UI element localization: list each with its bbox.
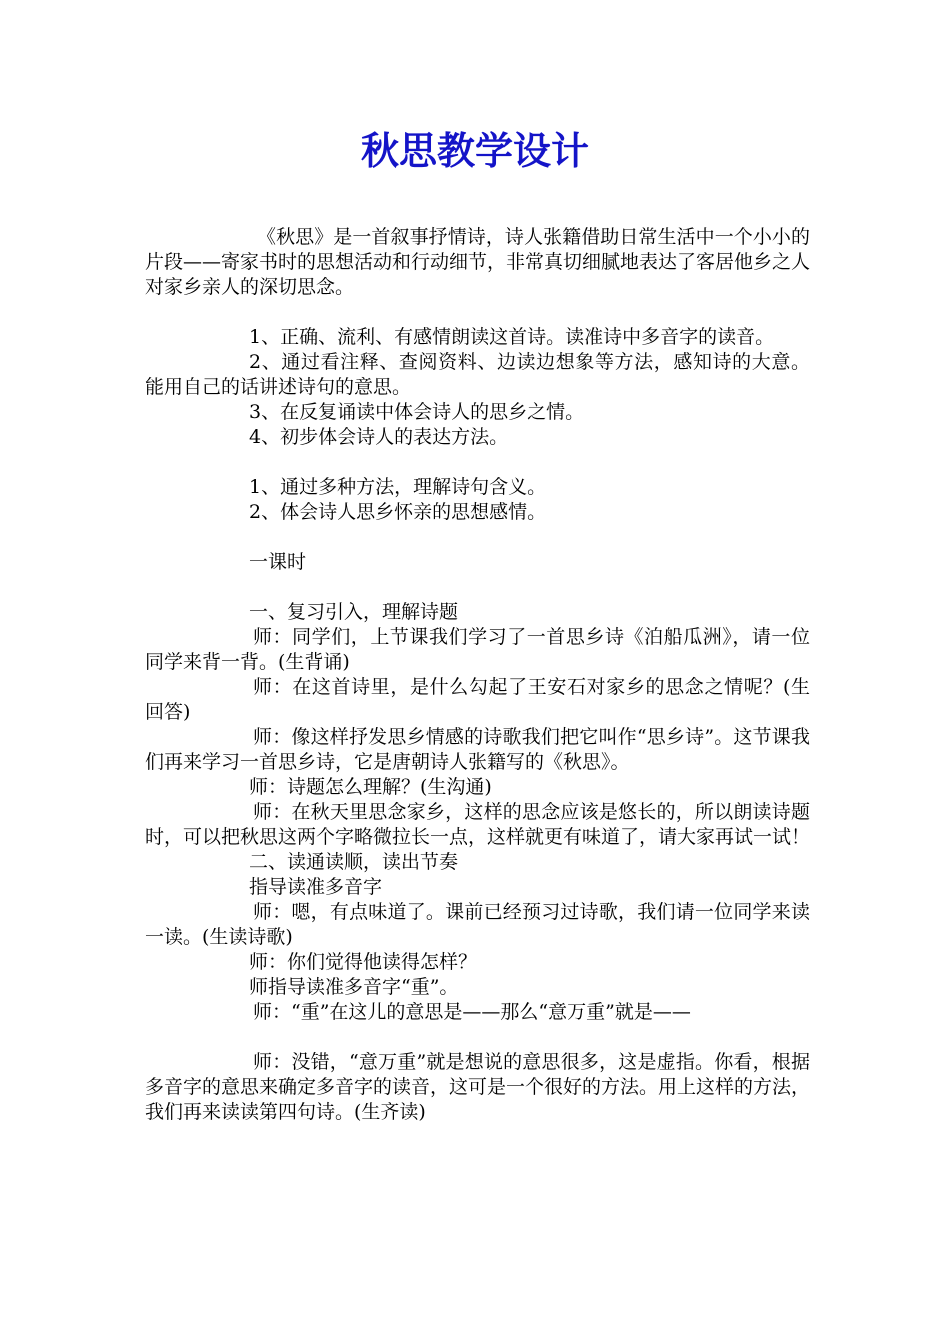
section2-subheading: 指导读准多音字 [249, 876, 383, 898]
section1-paragraph-2: 师：在这首诗里，是什么勾起了王安石对家乡的思念之情呢？(生回答) [145, 676, 810, 723]
section2-paragraph-1: 师：嗯，有点味道了。课前已经预习过诗歌，我们请一位同学来读一读。(生读诗歌) [145, 901, 810, 948]
goal-item-2: 2、通过看注释、查阅资料、边读边想象等方法，感知诗的大意。能用自己的话讲述诗句的意思。 [145, 351, 810, 398]
goal-item-4: 4、初步体会诗人的表达方法。 [249, 426, 509, 448]
section2-paragraph-3: 师指导读准多音字“重”。 [249, 976, 459, 998]
section1-paragraph-1: 师：同学们，上节课我们学习了一首思乡诗《泊船瓜洲》，请一位同学来背一背。(生背诵) [145, 626, 810, 673]
section1-paragraph-5: 师：在秋天里思念家乡，这样的思念应该是悠长的，所以朗读诗题时，可以把秋思这两个字略微拉长一点，这样就更有味道了，请大家再试一试！ [145, 801, 811, 848]
key-point-2: 2、体会诗人思乡怀亲的思想感情。 [249, 501, 547, 523]
spacer [145, 1025, 810, 1050]
section2-paragraph-2: 师：你们觉得他读得怎样？ [249, 951, 478, 973]
spacer [145, 525, 810, 550]
intro-paragraph: 《秋思》是一首叙事抒情诗，诗人张籍借助日常生活中一个小小的片段——寄家书时的思想活动和行动细节，非常真切细腻地表达了客居他乡之人对家乡亲人的深切思念。 [145, 226, 811, 298]
key-point-1: 1、通过多种方法，理解诗句含义。 [249, 476, 547, 498]
section1-paragraph-4: 师：诗题怎么理解？(生沟通) [249, 776, 492, 798]
section1-heading: 一、复习引入，理解诗题 [249, 601, 459, 623]
section2-paragraph-5: 师：没错，“意万重”就是想说的意思很多，这是虚指。你看，根据多音字的意思来确定多音字的读音，这可是一个很好的方法。用上这样的方法，我们再来读读第四句诗。(生齐读) [145, 1051, 811, 1123]
spacer [145, 450, 810, 475]
class-period: 一课时 [249, 551, 307, 573]
goal-item-3: 3、在反复诵读中体会诗人的思乡之情。 [249, 401, 585, 423]
document-title: 秋思教学设计 [360, 128, 589, 173]
section2-paragraph-4: 师：“重”在这儿的意思是——那么“意万重”就是—— [253, 1001, 691, 1023]
goal-item-1: 1、正确、流利、有感情朗读这首诗。读准诗中多音字的读音。 [249, 326, 775, 348]
section1-paragraph-3: 师：像这样抒发思乡情感的诗歌我们把它叫作“思乡诗”。这节课我们再来学习一首思乡诗，它是唐朝诗人张籍写的《秋思》。 [145, 726, 810, 773]
spacer [145, 575, 810, 600]
document-body [145, 225, 810, 1125]
spacer [145, 300, 810, 325]
section2-heading: 二、读通读顺，读出节奏 [249, 851, 459, 873]
